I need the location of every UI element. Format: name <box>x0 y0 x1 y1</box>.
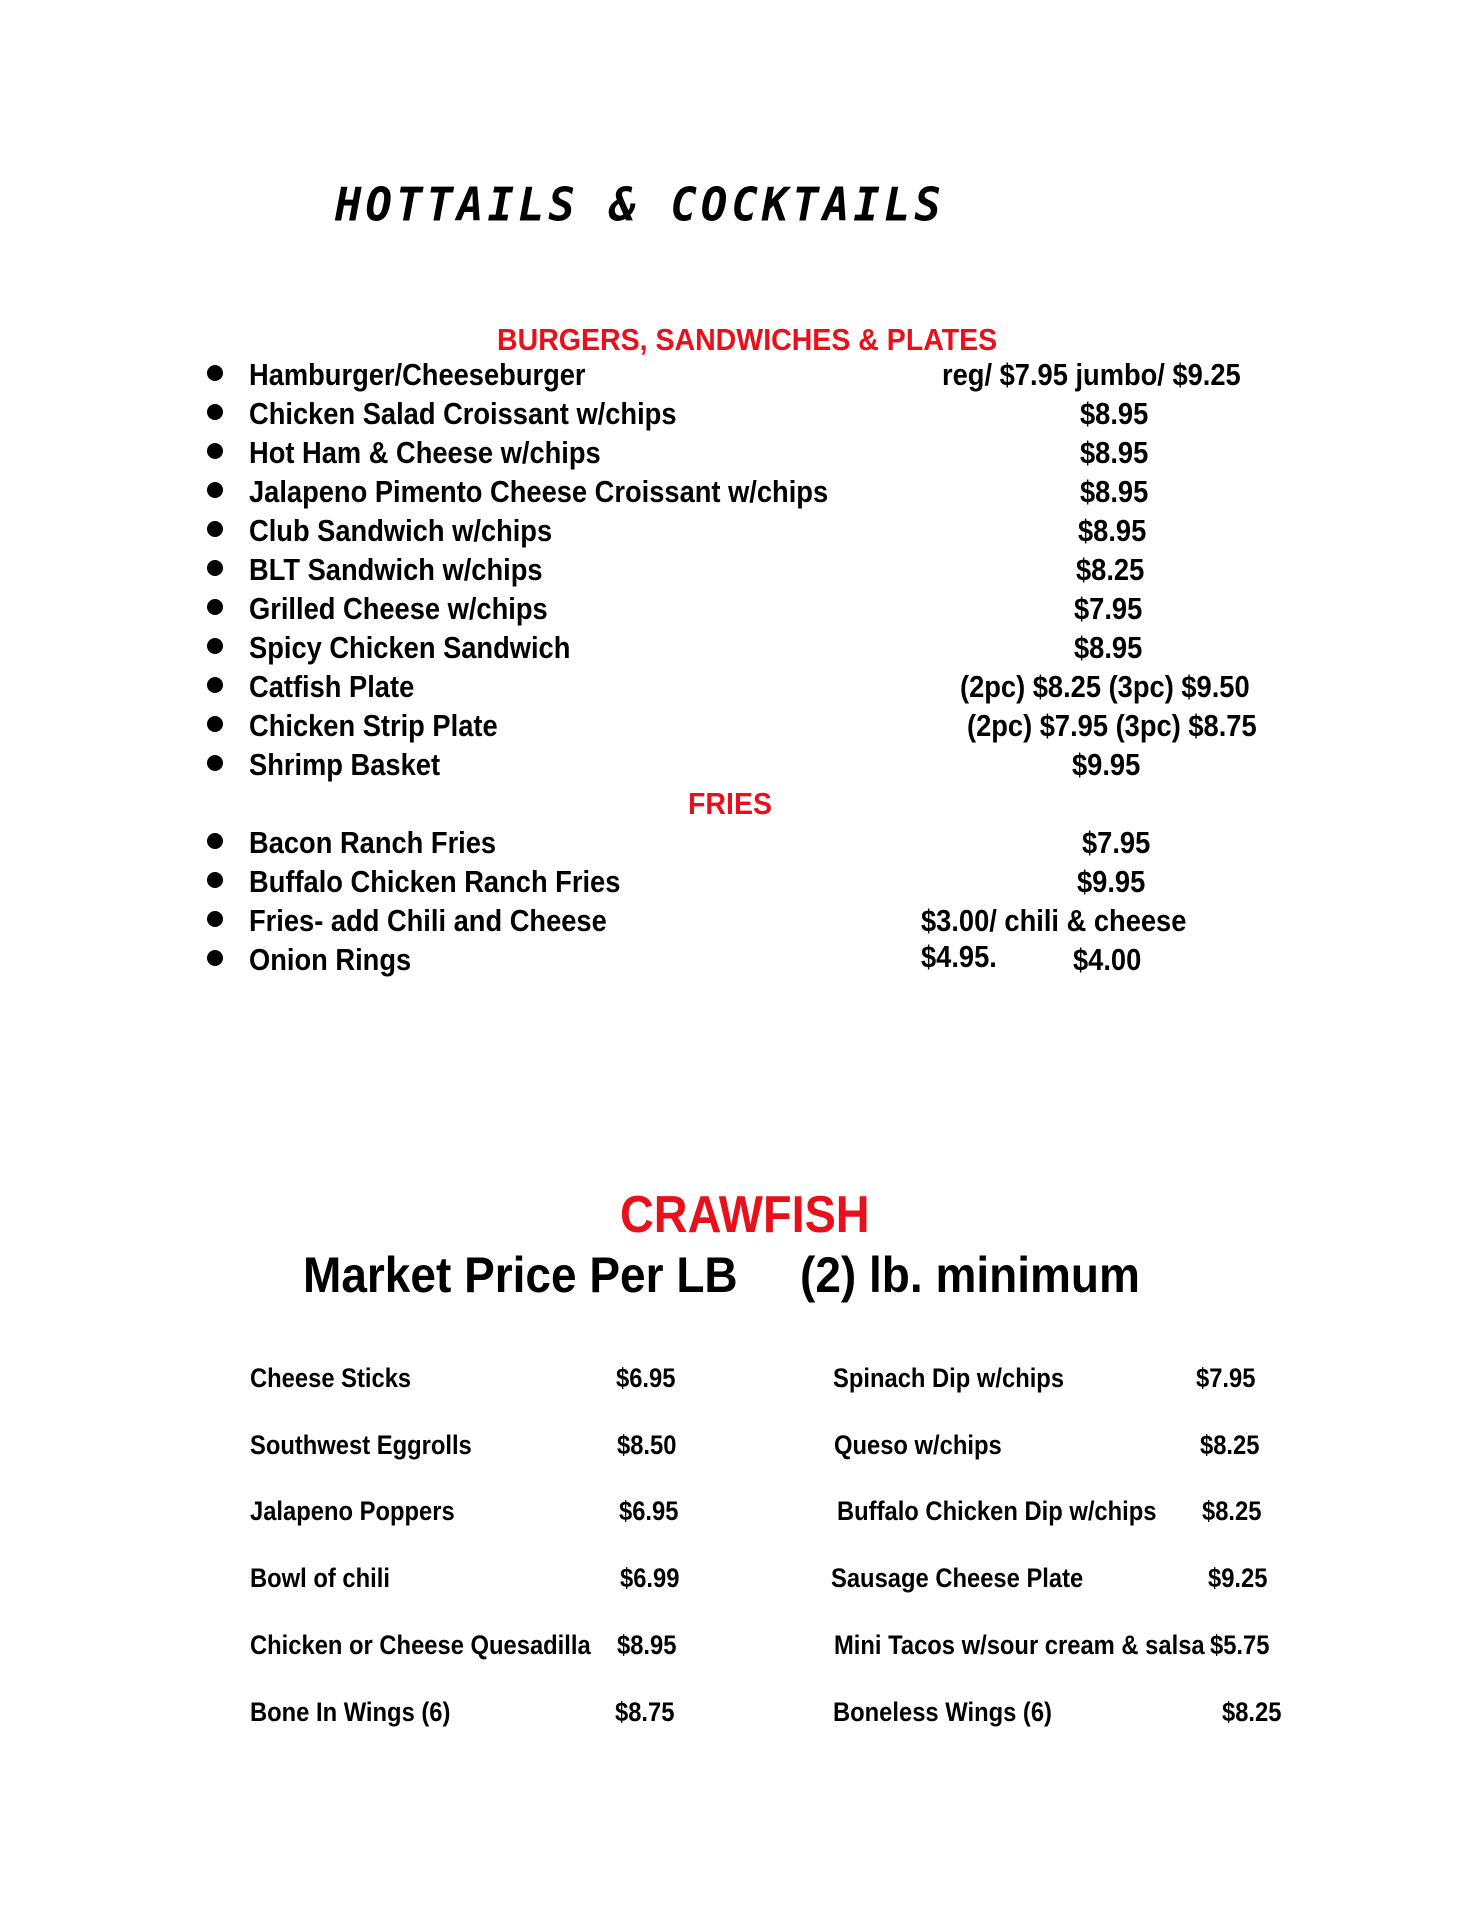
fries-list <box>207 825 1307 981</box>
crawfish-title: CRAWFISH <box>620 1186 870 1244</box>
item-price: (2pc) $8.25 (3pc) $9.50 <box>960 669 1250 704</box>
appetizer-price: $9.25 <box>1208 1563 1268 1593</box>
appetizer-price: $8.25 <box>1222 1697 1282 1727</box>
list-item <box>207 669 1307 708</box>
appetizer-price: $8.75 <box>615 1697 675 1727</box>
burgers-list <box>207 357 1307 786</box>
item-price: $8.95 <box>1080 474 1149 509</box>
bullet-icon <box>207 521 223 537</box>
appetizer-name: Cheese Sticks <box>250 1363 412 1393</box>
item-price: (2pc) $7.95 (3pc) $8.75 <box>967 708 1257 743</box>
bullet-icon <box>207 872 223 888</box>
item-name: Catfish Plate <box>249 669 415 704</box>
list-item <box>207 513 1307 552</box>
appetizer-name: Chicken or Cheese Quesadilla <box>250 1630 591 1660</box>
item-name: Hot Ham & Cheese w/chips <box>249 435 601 470</box>
appetizer-name: Sausage Cheese Plate <box>831 1563 1084 1593</box>
appetizer-price: $5.75 <box>1210 1630 1270 1660</box>
appetizer-price: $6.95 <box>616 1363 676 1393</box>
item-price: $9.95 <box>1072 747 1141 782</box>
item-name: Club Sandwich w/chips <box>249 513 553 548</box>
list-item <box>207 396 1307 435</box>
bullet-icon <box>207 482 223 498</box>
burgers-section-title: BURGERS, SANDWICHES & PLATES <box>497 322 998 357</box>
appetizer-price: $6.99 <box>620 1563 680 1593</box>
bullet-icon <box>207 677 223 693</box>
item-price: $8.25 <box>1076 552 1145 587</box>
appetizer-name: Bone In Wings (6) <box>250 1697 451 1727</box>
appetizer-name: Spinach Dip w/chips <box>833 1363 1065 1393</box>
list-item <box>207 708 1307 747</box>
list-item <box>207 747 1307 786</box>
list-item <box>207 591 1307 630</box>
bullet-icon <box>207 365 223 381</box>
list-item <box>207 825 1307 864</box>
list-item <box>207 474 1307 513</box>
brand-title: HOTTAILS & COCKTAILS <box>335 178 945 233</box>
appetizer-price: $8.50 <box>617 1430 677 1460</box>
appetizer-name: Queso w/chips <box>834 1430 1002 1460</box>
item-name: Spicy Chicken Sandwich <box>249 630 571 665</box>
item-price: $7.95 <box>1074 591 1143 626</box>
list-item <box>207 552 1307 591</box>
appetizer-name: Bowl of chili <box>250 1563 390 1593</box>
bullet-icon <box>207 833 223 849</box>
item-price: $9.95 <box>1077 864 1146 899</box>
item-price: $8.95 <box>1078 513 1147 548</box>
appetizer-name: Mini Tacos w/sour cream & salsa <box>834 1630 1205 1660</box>
appetizer-price: $8.25 <box>1200 1430 1260 1460</box>
bullet-icon <box>207 911 223 927</box>
bullet-icon <box>207 599 223 615</box>
appetizer-price: $8.95 <box>617 1630 677 1660</box>
bullet-icon <box>207 638 223 654</box>
item-name: Grilled Cheese w/chips <box>249 591 548 626</box>
appetizer-price: $7.95 <box>1196 1363 1256 1393</box>
list-item <box>207 357 1307 396</box>
item-name: Hamburger/Cheeseburger <box>249 357 586 392</box>
item-name: Jalapeno Pimento Cheese Croissant w/chips <box>249 474 829 509</box>
bullet-icon <box>207 755 223 771</box>
bullet-icon <box>207 404 223 420</box>
item-name: Buffalo Chicken Ranch Fries <box>249 864 621 899</box>
list-item <box>207 435 1307 474</box>
item-price: reg/ $7.95 jumbo/ $9.25 <box>942 357 1241 392</box>
item-name: Bacon Ranch Fries <box>249 825 497 860</box>
item-name: Fries- add Chili and Cheese <box>249 903 607 938</box>
bullet-icon <box>207 950 223 966</box>
list-item <box>207 630 1307 669</box>
item-price: $3.00/ chili & cheese $4.95. <box>921 903 1187 974</box>
appetizer-name: Jalapeno Poppers <box>250 1496 455 1526</box>
appetizer-name: Boneless Wings (6) <box>833 1697 1052 1727</box>
fries-section-title: FRIES <box>688 786 772 821</box>
item-name: Shrimp Basket <box>249 747 441 782</box>
list-item <box>207 864 1307 903</box>
market-price-label: Market Price Per LB <box>303 1247 738 1303</box>
item-name: Chicken Strip Plate <box>249 708 498 743</box>
bullet-icon <box>207 443 223 459</box>
minimum-label: (2) lb. minimum <box>800 1247 1140 1303</box>
item-price: $8.95 <box>1080 435 1149 470</box>
list-item <box>207 942 1307 981</box>
item-price: $7.95 <box>1082 825 1151 860</box>
item-name: BLT Sandwich w/chips <box>249 552 543 587</box>
appetizer-price: $6.95 <box>619 1496 679 1526</box>
item-price: $8.95 <box>1080 396 1149 431</box>
bullet-icon <box>207 560 223 576</box>
appetizer-price: $8.25 <box>1202 1496 1262 1526</box>
item-name: Onion Rings <box>249 942 412 977</box>
item-price: $4.00 <box>1073 942 1142 977</box>
appetizer-name: Southwest Eggrolls <box>250 1430 472 1460</box>
appetizer-name: Buffalo Chicken Dip w/chips <box>837 1496 1157 1526</box>
item-price: $8.95 <box>1074 630 1143 665</box>
bullet-icon <box>207 716 223 732</box>
item-name: Chicken Salad Croissant w/chips <box>249 396 677 431</box>
